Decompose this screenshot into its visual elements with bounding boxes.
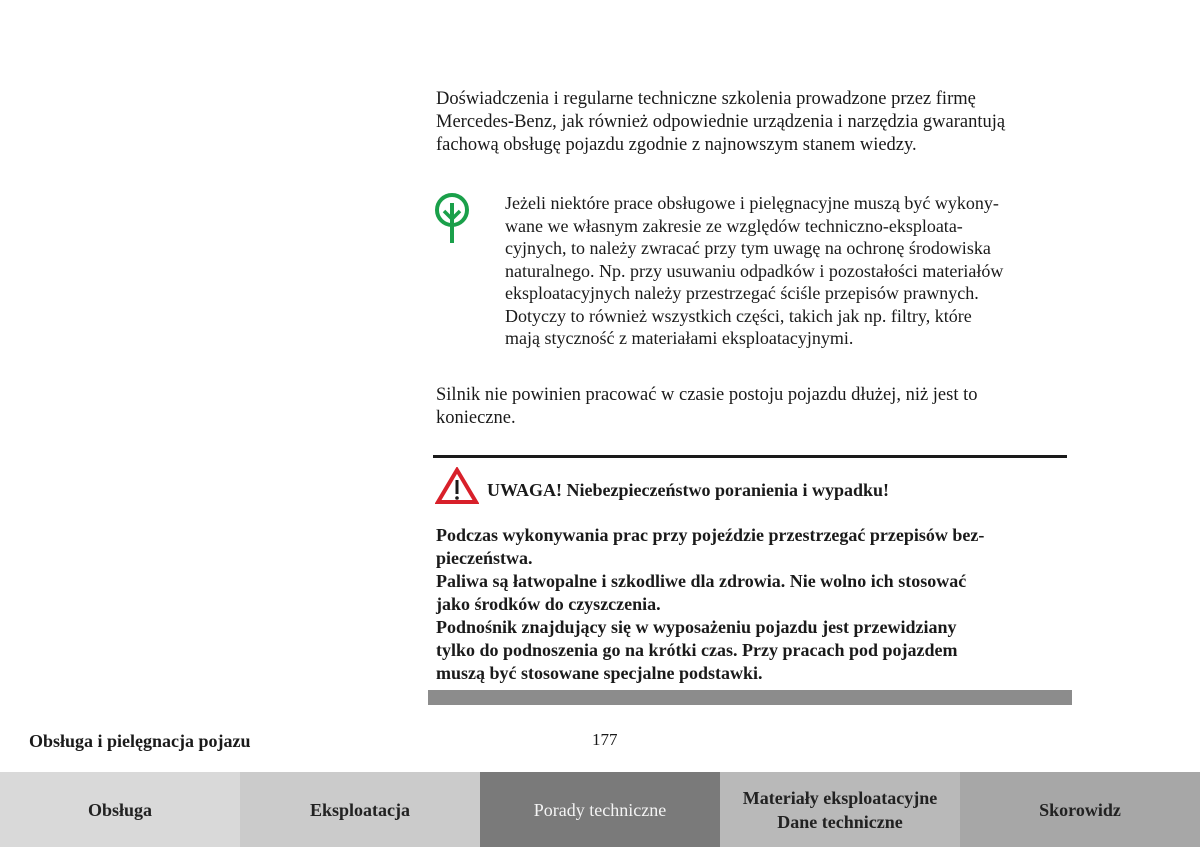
text-line: Mercedes-Benz, jak również odpowiednie urządzenia i narzędzia gwarantują (436, 112, 1006, 132)
text-line: muszą być stosowane specjalne podstawki. (436, 663, 763, 683)
text-line: eksploatacyjnych należy przestrzegać ściśle przepisów prawnych. (505, 283, 979, 303)
tab-label: Eksploatacja (309, 799, 410, 820)
tab-label: Skorowidz (1039, 799, 1121, 820)
tab-eksploatacja[interactable] (240, 772, 480, 847)
tab-skorowidz[interactable] (960, 772, 1200, 847)
text-line: cyjnych, to należy zwracać przy tym uwagę na ochronę środowiska (505, 238, 991, 258)
text-line: Silnik nie powinien pracować w czasie postoju pojazdu dłużej, niż jest to (436, 385, 978, 405)
warning-title: UWAGA! Niebezpieczeństwo poranienia i wypadku! (487, 480, 890, 500)
intro-paragraph (436, 88, 1005, 157)
engine-paragraph (436, 384, 978, 430)
environment-note (505, 192, 1003, 350)
text-line: mają styczność z materiałami eksploatacyjnymi. (505, 328, 854, 348)
page-number: 177 (592, 730, 618, 749)
tab-label: Materiały eksploatacyjne (742, 787, 938, 808)
tab-label-secondary: Dane techniczne (777, 811, 903, 832)
text-line: Dotyczy to również wszystkich części, takich jak np. filtry, które (505, 305, 972, 326)
text-line: pieczeństwa. (436, 548, 533, 568)
tree-icon (433, 193, 471, 245)
text-line: Paliwa są łatwopalne i szkodliwe dla zdrowia. Nie wolno ich stosować (436, 571, 967, 591)
chapter-nav (0, 772, 1200, 847)
text-line: naturalnego. Np. przy usuwaniu odpadków i pozostałości materiałów (505, 260, 1004, 281)
divider (433, 455, 1067, 458)
text-line: jako środków do czyszczenia. (436, 594, 661, 614)
text-line: Podczas wykonywania prac przy pojeździe przestrzegać przepisów bez- (436, 525, 985, 545)
text-line: tylko do podnoszenia go na krótki czas. Przy pracach pod pojazdem (436, 640, 958, 660)
warning-triangle-icon (435, 467, 479, 505)
text-line: konieczne. (436, 408, 516, 428)
tab-obsluga[interactable] (0, 772, 240, 847)
text-line: Doświadczenia i regularne techniczne szkolenia prowadzone przez firmę (436, 89, 976, 109)
divider (428, 690, 1072, 705)
warning-body (436, 524, 984, 685)
tab-porady-techniczne[interactable] (480, 772, 720, 847)
tab-materialy-dane[interactable] (720, 772, 960, 847)
tab-label: Porady techniczne (533, 799, 667, 820)
text-line: fachową obsługę pojazdu zgodnie z najnowszym stanem wiedzy. (436, 135, 917, 155)
text-line: Jeżeli niektóre prace obsługowe i pielęgnacyjne muszą być wykony- (505, 193, 999, 213)
tab-label: Obsługa (87, 799, 153, 820)
text-line: wane we własnym zakresie ze względów techniczno-eksploata- (505, 215, 963, 236)
section-title: Obsługa i pielęgnacja pojazu (29, 731, 251, 751)
text-line: Podnośnik znajdujący się w wyposażeniu pojazdu jest przewidziany (436, 617, 957, 637)
